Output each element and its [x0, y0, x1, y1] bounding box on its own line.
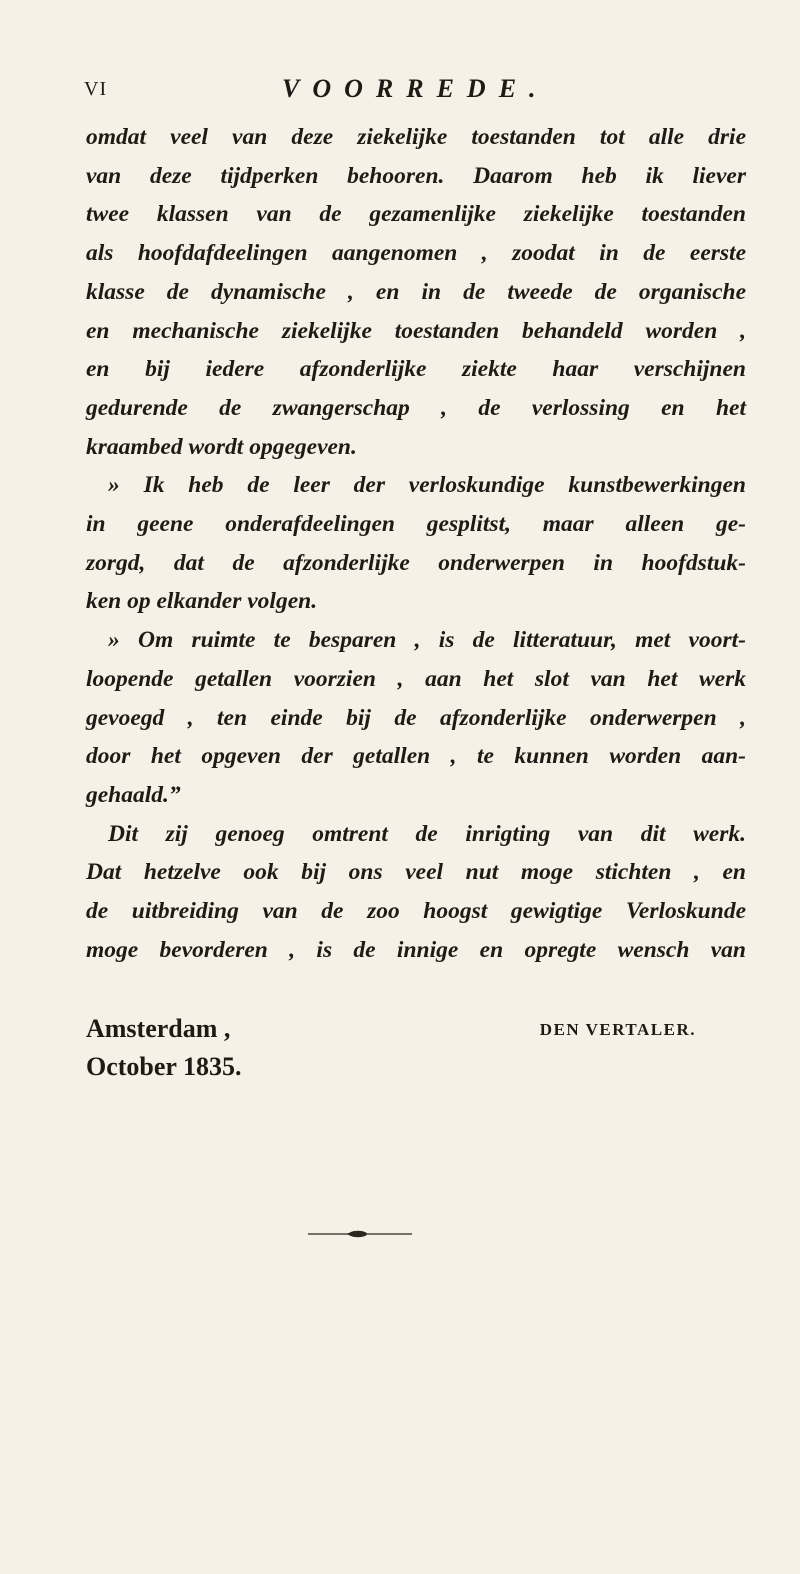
page-number: VI — [84, 78, 108, 100]
text-line: door het opgeven der getallen , te kunnen worden aan- — [86, 743, 746, 770]
signoff — [86, 1014, 696, 1094]
text-line: de uitbreiding van de zoo hoogst gewigtige Verloskunde — [86, 898, 746, 925]
text-line: » Ik heb de leer der verloskundige kunstbewerkingen — [108, 472, 746, 499]
text-line: loopende getallen voorzien , aan het slot van het werk — [86, 665, 746, 692]
body-text — [86, 118, 746, 969]
signoff-signer: DEN VERTALER. — [539, 1020, 696, 1039]
text-line: zorgd, dat de afzonderlijke onderwerpen in hoofdstuk- — [86, 549, 746, 576]
text-line: en bij iedere afzonderlijke ziekte haar verschijnen — [86, 356, 746, 383]
text-line: ken op elkander volgen. — [86, 588, 318, 615]
signoff-date: October 1835. — [86, 1052, 242, 1081]
text-line: als hoofdafdeelingen aangenomen , zoodat in de eerste — [86, 240, 746, 267]
text-line: moge bevorderen , is de innige en opregte wensch van — [86, 936, 746, 963]
text-line: en mechanische ziekelijke toestanden behandeld worden , — [86, 317, 746, 344]
text-line: klasse de dynamische , en in de tweede de organische — [86, 278, 746, 305]
signoff-place: Amsterdam , — [86, 1014, 231, 1043]
text-line: » Om ruimte te besparen , is de litteratuur, met voort- — [108, 627, 746, 654]
text-line: kraambed wordt opgegeven. — [86, 433, 357, 460]
rule-ornament-icon — [300, 1226, 420, 1242]
text-line: in geene onderafdeelingen gesplitst, maar alleen ge- — [86, 511, 746, 538]
text-line: gehaald.” — [86, 781, 181, 808]
text-line: twee klassen van de gezamenlijke ziekelijke toestanden — [86, 201, 746, 228]
text-line: gedurende de zwangerschap , de verlossing en het — [86, 394, 746, 421]
text-line: gevoegd , ten einde bij de afzonderlijke onderwerpen , — [86, 704, 746, 731]
text-line: omdat veel van deze ziekelijke toestanden tot alle drie — [86, 124, 746, 150]
running-title: VOORREDE. — [282, 74, 549, 103]
page-header — [84, 74, 744, 108]
text-line: Dat hetzelve ook bij ons veel nut moge stichten , en — [86, 859, 746, 886]
text-line: van deze tijdperken behooren. Daarom heb ik liever — [86, 162, 746, 189]
text-line: Dit zij genoeg omtrent de inrigting van dit werk. — [108, 820, 746, 847]
